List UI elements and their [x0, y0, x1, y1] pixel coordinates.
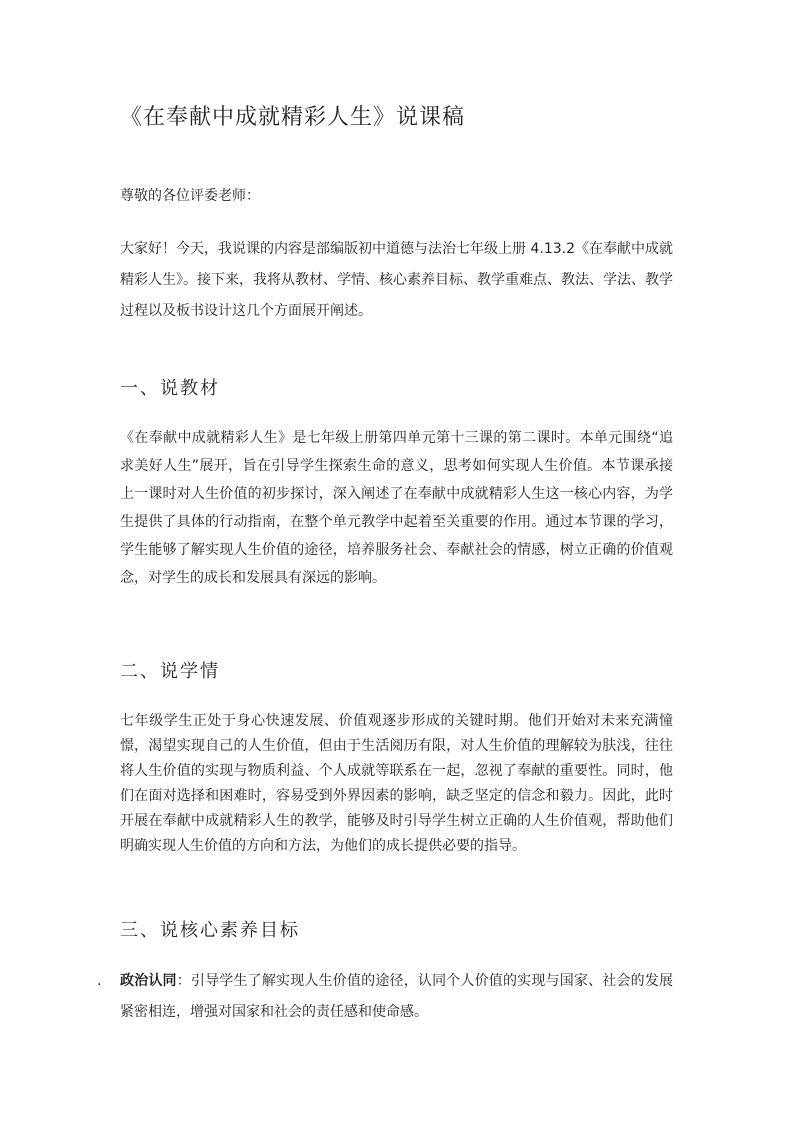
section-heading-objectives: 三、说核心素养目标 [120, 920, 300, 941]
objective-description: ：引导学生了解实现人生价值的途径，认同个人价值的实现与国家、社会的发展紧密相连，增强对国家和社会的责任感和使命感。 [120, 973, 674, 1020]
section-heading-students: 二、说学情 [120, 661, 220, 682]
section-body-textbook: 《在奉献中成就精彩人生》是七年级上册第四单元第十三课的第二课时。本单元围绕“追求美好人生”展开，旨在引导学生探索生命的意义，思考如何实现人生价值。本节课承接上一课时对人生价值的初步探讨，深入阐述了在奉献中成就精彩人生这一核心内容，为学生提供了具体的行动指南，在整个单元教学中起着至关重要的作用。通过本节课的学习，学生能够了解实现人生价值的途径，培养服务社会、奉献社会的情感，树立正确的价值观念，对学生的成长和发展具有深远的影响。 [120, 430, 673, 586]
document-title: 《在奉献中成就精彩人生》说课稿 [120, 105, 466, 130]
objective-label: 政治认同 [120, 973, 177, 989]
bullet-marker: . [97, 973, 102, 989]
section-heading-textbook: 一、说教材 [120, 378, 220, 399]
intro-paragraph: 大家好！今天，我说课的内容是部编版初中道德与法治七年级上册 4.13.2《在奉献中成就精彩人生》。接下来，我将从教材、学情、核心素养目标、教学重难点、教法、学法、教学过程以及板书设计这几个方面展开阐述。 [120, 241, 673, 319]
section-body-students: 七年级学生正处于身心快速发展、价值观逐步形成的关键时期。他们开始对未来充满憧憬，渴望实现自己的人生价值，但由于生活阅历有限，对人生价值的理解较为肤浅，往往将人生价值的实现与物质利益、个人成就等联系在一起，忽视了奉献的重要性。同时，他们在面对选择和困难时，容易受到外界因素的影响，缺乏坚定的信念和毅力。因此，此时开展在奉献中成就精彩人生的教学，能够及时引导学生树立正确的人生价值观，帮助他们明确实现人生价值的方向和方法，为他们的成长提供必要的指导。 [120, 713, 673, 854]
objective-text [120, 966, 673, 1028]
greeting-paragraph: 尊敬的各位评委老师： [120, 188, 260, 204]
